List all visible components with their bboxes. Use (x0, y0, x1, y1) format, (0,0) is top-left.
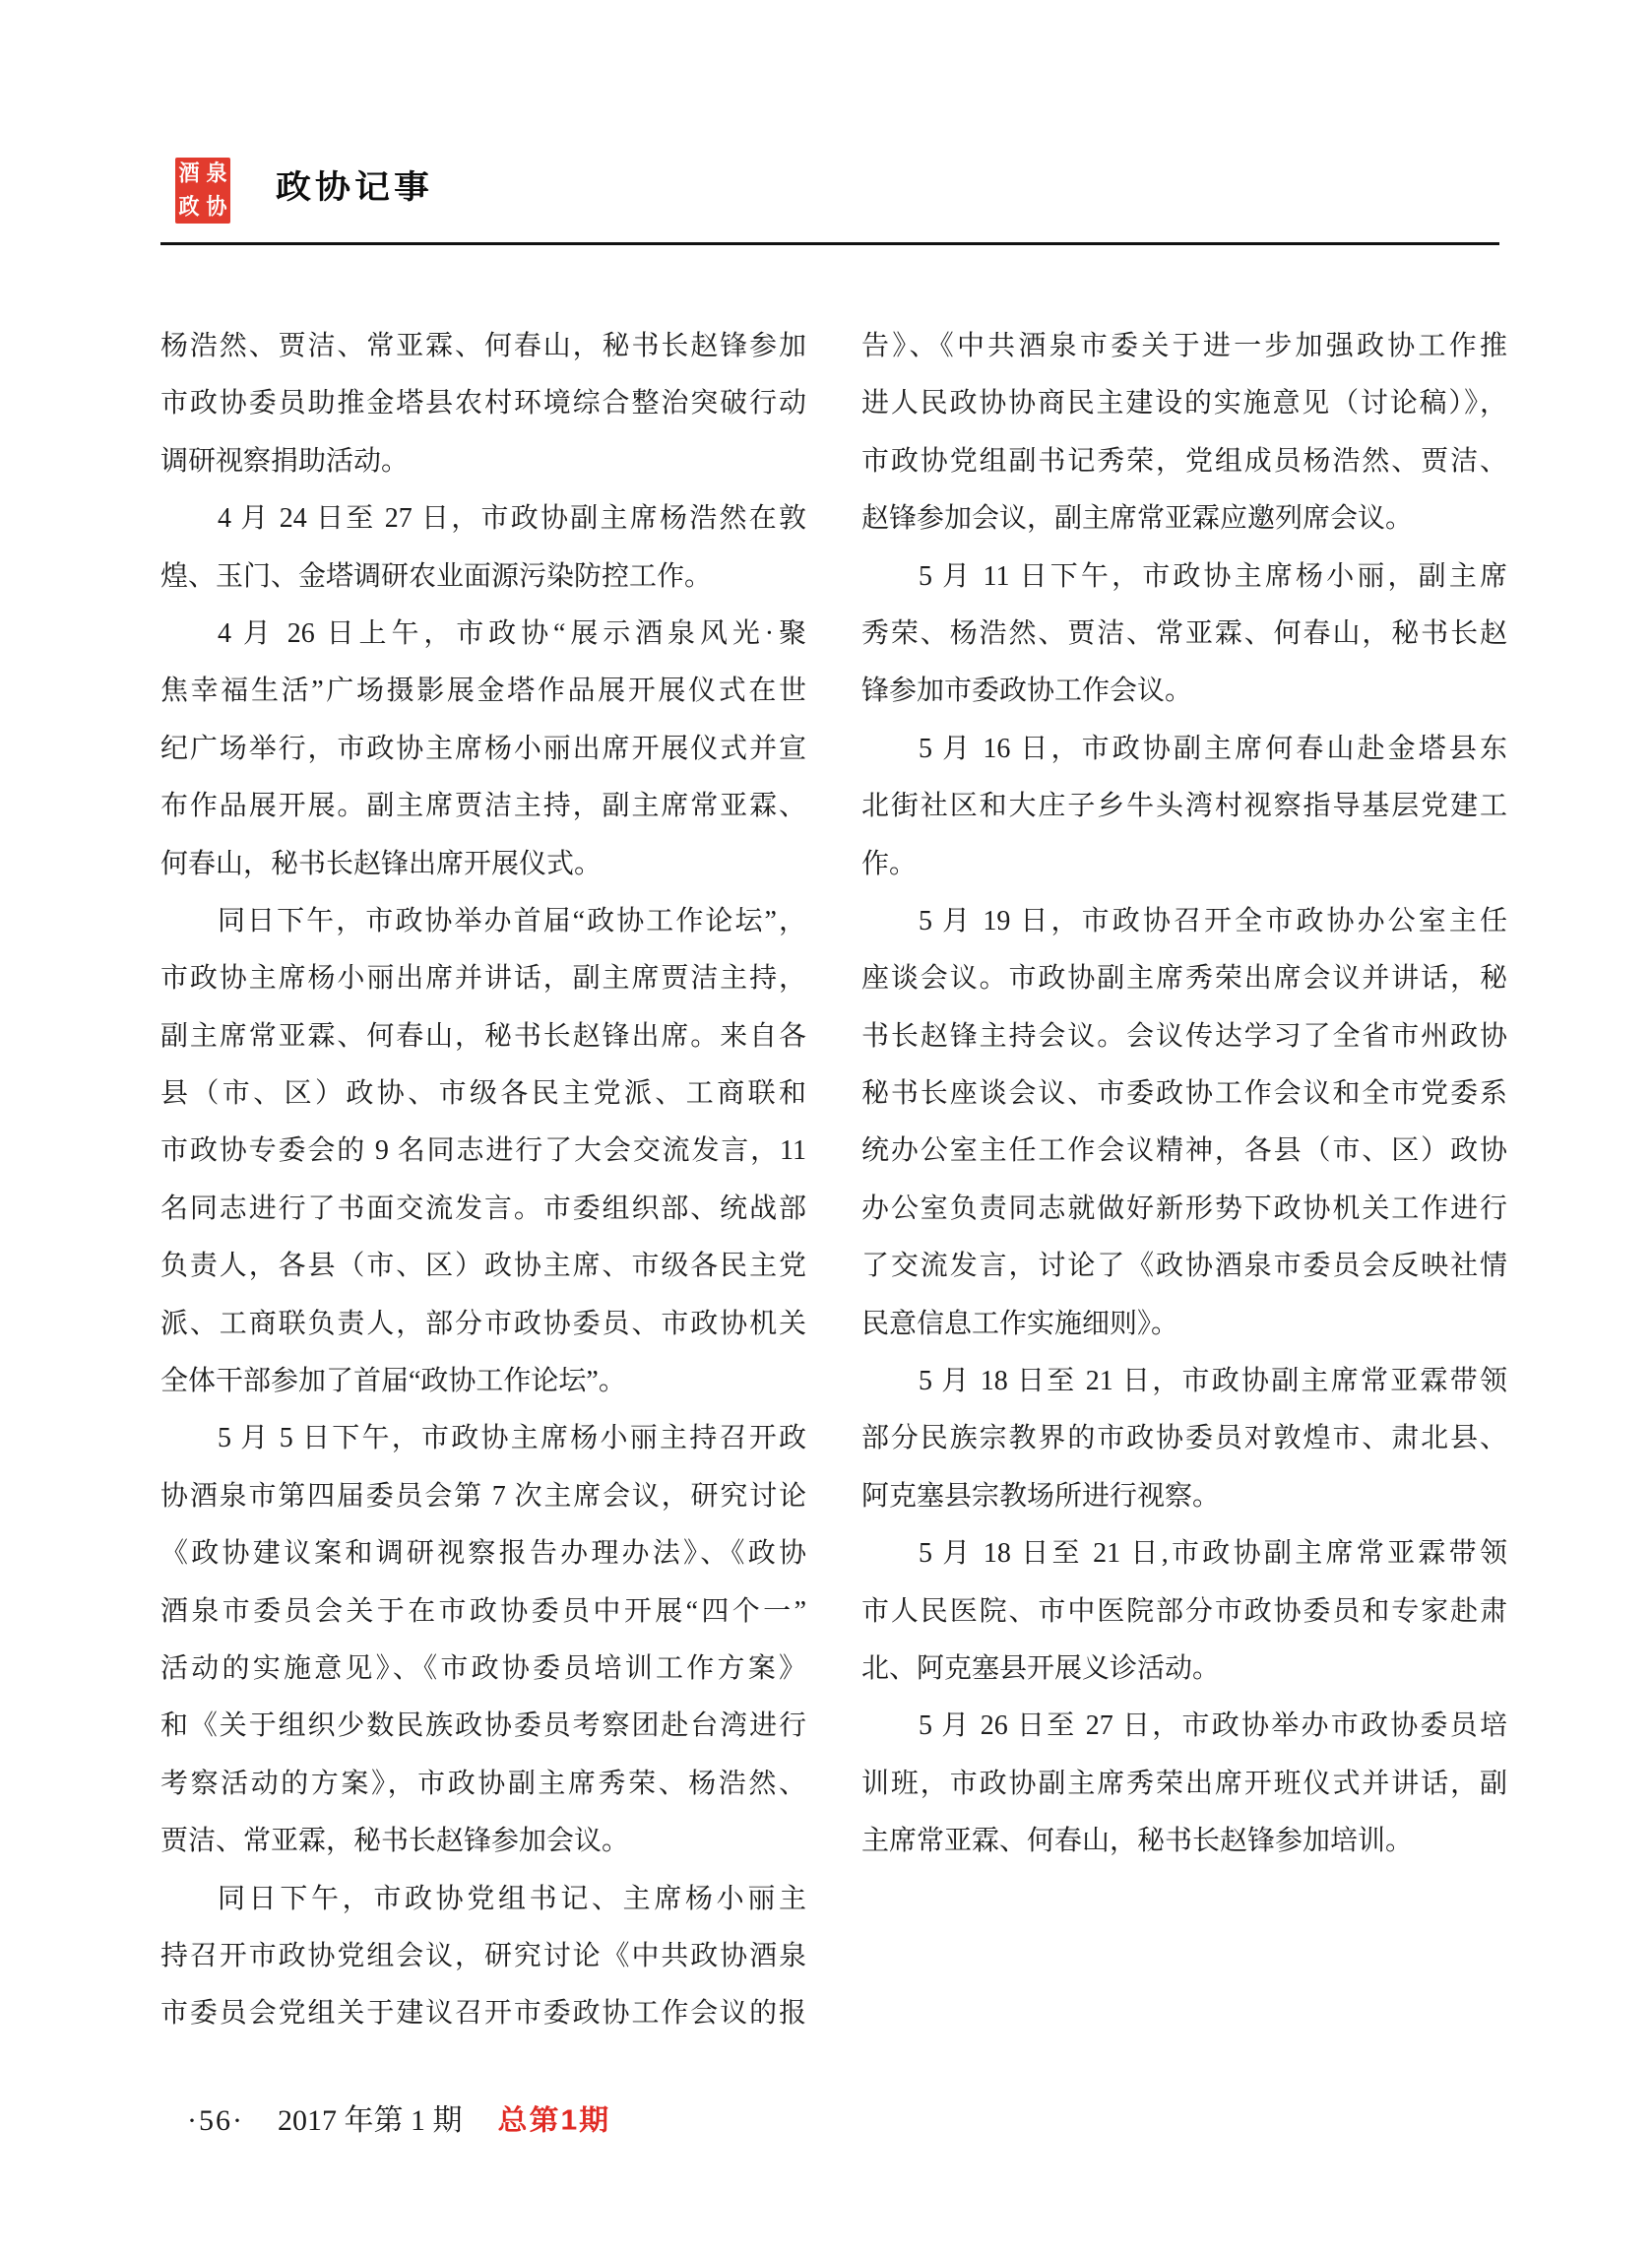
text-line: 纪广场举行，市政协主席杨小丽出席开展仪式并宣 (160, 733, 806, 764)
text-line: 何春山，秘书长赵锋出席开展仪式。 (160, 848, 603, 879)
text-line: 考察活动的方案》，市政协副主席秀荣、杨浩然、 (160, 1768, 806, 1799)
text-line: 负责人，各县（市、区）政协主席、市级各民主党 (160, 1251, 806, 1282)
text-line: 协酒泉市第四届委员会第 7 次主席会议，研究讨论 (160, 1480, 806, 1512)
seal-char-1: 酒 (178, 161, 200, 187)
text-line: 贾洁、常亚霖，秘书长赵锋参加会议。 (160, 1826, 630, 1857)
text-line: 阿克塞县宗教场所进行视察。 (861, 1480, 1221, 1512)
text-line: 了交流发言，讨论了《政协酒泉市委员会反映社情 (861, 1251, 1507, 1282)
header-divider-rule (160, 242, 1499, 245)
total-issue-badge: 总第1期 (497, 2104, 611, 2137)
text-line: 同日下午，市政协党组书记、主席杨小丽主 (218, 1883, 806, 1914)
page-footer (187, 2099, 610, 2143)
text-line: 和《关于组织少数民族政协委员考察团赴台湾进行 (160, 1710, 806, 1742)
text-line: 《政协建议案和调研视察报告办理办法》、《政协 (160, 1538, 806, 1570)
text-line: 名同志进行了书面交流发言。市委组织部、统战部 (160, 1193, 806, 1224)
text-line: 5 月 18 日至 21 日，市政协副主席常亚霖带领 (919, 1366, 1507, 1397)
text-column-right (861, 318, 1507, 1871)
text-line: 告》、《中共酒泉市委关于进一步加强政协工作推 (861, 331, 1507, 361)
text-line: 4 月 26 日上午，市政协“展示酒泉风光·聚 (218, 617, 806, 649)
text-line: 座谈会议。市政协副主席秀荣出席会议并讲话，秘 (861, 963, 1507, 995)
text-line: 煌、玉门、金塔调研农业面源污染防控工作。 (160, 560, 713, 592)
seal-char-3: 政 (178, 193, 200, 220)
text-line: 5 月 5 日下午，市政协主席杨小丽主持召开政 (218, 1423, 806, 1454)
text-line: 全体干部参加了首届“政协工作论坛”。 (160, 1366, 626, 1397)
seal-char-2: 泉 (206, 161, 227, 187)
text-line: 北街社区和大庄子乡牛头湾村视察指导基层党建工 (861, 791, 1507, 822)
text-line: 市政协主席杨小丽出席并讲话，副主席贾洁主持， (160, 963, 806, 995)
text-line: 活动的实施意见》、《市政协委员培训工作方案》 (160, 1652, 806, 1684)
text-line: 市政协委员助推金塔县农村环境综合整治突破行动 (160, 388, 806, 419)
text-column-left (160, 318, 806, 2043)
text-line: 进人民政协协商民主建设的实施意见（讨论稿）》， (861, 388, 1507, 419)
text-line: 市人民医院、市中医院部分市政协委员和专家赴肃 (861, 1595, 1507, 1627)
text-line: 书长赵锋主持会议。会议传达学习了全省市州政协 (861, 1020, 1507, 1052)
text-line: 5 月 19 日，市政协召开全市政协办公室主任 (919, 905, 1507, 936)
text-line: 副主席常亚霖、何春山，秘书长赵锋出席。来自各 (160, 1020, 806, 1052)
text-line: 市委员会党组关于建议召开市委政协工作会议的报 (160, 1998, 806, 2030)
text-line: 训班，市政协副主席秀荣出席开班仪式并讲话，副 (861, 1768, 1507, 1799)
text-line: 同日下午，市政协举办首届“政协工作论坛”， (218, 905, 806, 936)
text-line: 统办公室主任工作会议精神，各县（市、区）政协 (861, 1135, 1507, 1167)
text-line: 持召开市政协党组会议，研究讨论《中共政协酒泉 (160, 1940, 806, 1971)
text-line: 办公室负责同志就做好新形势下政协机关工作进行 (861, 1193, 1507, 1224)
text-line: 秘书长座谈会议、市委政协工作会议和全市党委系 (861, 1078, 1507, 1110)
text-line: 派、工商联负责人，部分市政协委员、市政协机关 (160, 1308, 806, 1339)
text-line: 调研视察捐助活动。 (160, 445, 410, 477)
text-line: 主席常亚霖、何春山，秘书长赵锋参加培训。 (861, 1826, 1414, 1857)
issue-label: 2017 年第 1 期 (277, 2104, 463, 2137)
text-line: 酒泉市委员会关于在市政协委员中开展“四个一” (160, 1595, 806, 1627)
text-line: 赵锋参加会议，副主席常亚霖应邀列席会议。 (861, 503, 1414, 535)
text-line: 4 月 24 日至 27 日，市政协副主席杨浩然在敦 (218, 503, 806, 535)
text-line: 5 月 26 日至 27 日，市政协举办市政协委员培 (919, 1710, 1507, 1742)
text-line: 县（市、区）政协、市级各民主党派、工商联和 (160, 1078, 806, 1110)
jiuquan-cppcc-seal-logo (175, 158, 230, 224)
text-line: 5 月 11 日下午，市政协主席杨小丽，副主席 (919, 560, 1507, 592)
text-line: 布作品展开展。副主席贾洁主持，副主席常亚霖、 (160, 791, 806, 822)
text-line: 锋参加市委政协工作会议。 (861, 676, 1193, 707)
seal-char-4: 协 (206, 193, 227, 220)
text-line: 秀荣、杨浩然、贾洁、常亚霖、何春山，秘书长赵 (861, 617, 1507, 649)
text-line: 部分民族宗教界的市政协委员对敦煌市、肃北县、 (861, 1423, 1507, 1454)
text-line: 作。 (861, 848, 918, 879)
text-line: 焦幸福生活”广场摄影展金塔作品展开展仪式在世 (160, 676, 806, 707)
text-line: 民意信息工作实施细则》。 (861, 1308, 1179, 1339)
text-line: 杨浩然、贾洁、常亚霖、何春山，秘书长赵锋参加 (160, 331, 806, 361)
page-number: ·56· (187, 2104, 244, 2137)
text-line: 北、阿克塞县开展义诊活动。 (861, 1652, 1221, 1684)
text-line: 市政协专委会的 9 名同志进行了大会交流发言，11 (160, 1135, 806, 1167)
text-line: 市政协党组副书记秀荣，党组成员杨浩然、贾洁、 (861, 445, 1507, 477)
text-line: 5 月 18 日至 21 日,市政协副主席常亚霖带领 (919, 1538, 1507, 1570)
text-line: 5 月 16 日，市政协副主席何春山赴金塔县东 (919, 733, 1507, 764)
section-title: 政协记事 (276, 167, 434, 206)
